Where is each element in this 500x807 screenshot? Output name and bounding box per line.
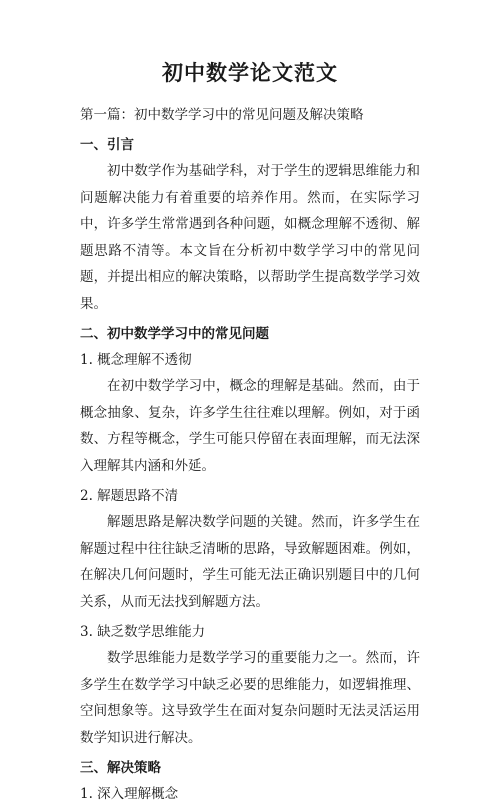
section-heading-solutions: 三、解决策略 (80, 760, 161, 776)
section-heading-problems: 二、初中数学学习中的常见问题 (80, 326, 269, 342)
subheading-concept-understanding: 1. 概念理解不透彻 (80, 352, 192, 368)
subheading-problem-solving: 2. 解题思路不清 (80, 488, 179, 504)
paragraph-math-thinking: 数学思维能力是数学学习的重要能力之一。然而，许多学生在数学学习中缺乏必要的思维能力，如逻辑推理、空间想象等。这导致学生在面对复杂问题时无法灵活运用数学知识进行解决。 (80, 650, 420, 746)
subheading-math-thinking: 3. 缺乏数学思维能力 (80, 624, 206, 640)
subheading-deep-understanding: 1. 深入理解概念 (80, 786, 179, 802)
section-heading-intro: 一、引言 (80, 137, 134, 153)
article-subtitle: 第一篇：初中数学学习中的常见问题及解决策略 (80, 107, 364, 123)
paragraph-concept-understanding: 在初中数学学习中，概念的理解是基础。然而，由于概念抽象、复杂，许多学生往往难以理解。例如，对于函数、方程等概念，学生可能只停留在表面理解，而无法深入理解其内涵和外延。 (80, 378, 420, 474)
paragraph-problem-solving: 解题思路是解决数学问题的关键。然而，许多学生在解题过程中往往缺乏清晰的思路，导致解题困难。例如，在解决几何问题时，学生可能无法正确识别题目中的几何关系，从而无法找到解题方法。 (80, 514, 420, 610)
page-title: 初中数学论文范文 (162, 60, 338, 85)
paragraph-intro: 初中数学作为基础学科，对于学生的逻辑思维能力和问题解决能力有着重要的培养作用。然而，在实际学习中，许多学生常常遇到各种问题，如概念理解不透彻、解题思路不清等。本文旨在分析初中数学学习中的常见问题，并提出相应的解决策略，以帮助学生提高数学学习效果。 (80, 163, 420, 312)
